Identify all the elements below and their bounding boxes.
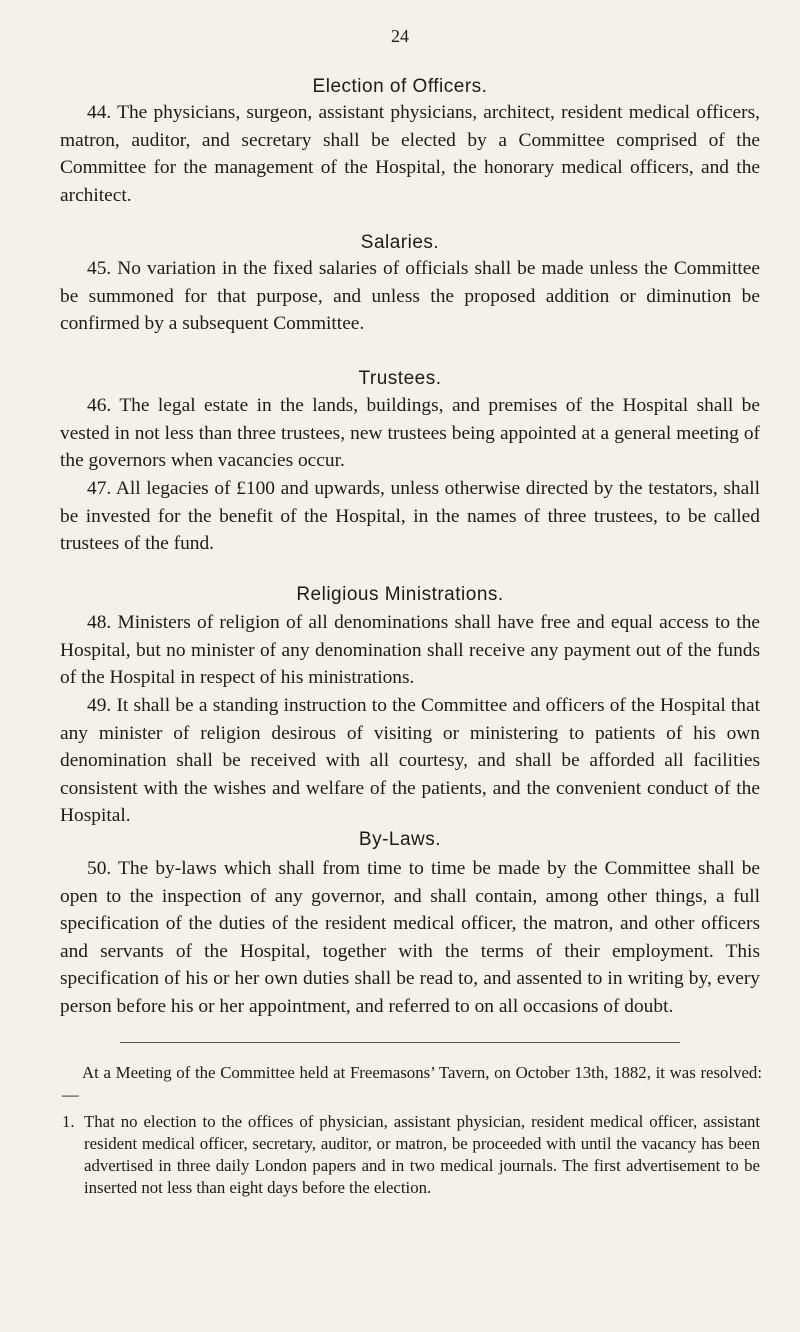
heading-salaries: Salaries. xyxy=(360,232,440,253)
heading-election-of-officers: Election of Officers. xyxy=(312,76,488,97)
paragraph-48: 48. Ministers of religion of all denominations shall have free and equal access to the Hospital, but no minister of any denomination shall receive any payment out of the funds of the Hospital in respect of his ministrations. xyxy=(60,612,760,688)
heading-trustees: Trustees. xyxy=(358,368,442,389)
paragraph-44: 44. The physicians, surgeon, assistant physicians, architect, resident medical officers, matron, auditor, and secretary shall be elected by a Committee comprised of the Committee for the management of the Hospital, the honorary medical officers, and the architect. xyxy=(60,102,760,206)
paragraph-45: 45. No variation in the fixed salaries of officials shall be made unless the Committee be summoned for that purpose, and unless the proposed addition or diminution be confirmed by a subsequent Committee. xyxy=(60,258,760,334)
page-number: 24 xyxy=(391,26,409,46)
heading-by-laws: By-Laws. xyxy=(358,829,442,850)
footnote-item-1 xyxy=(62,1111,760,1199)
footnote-item-number: 1. xyxy=(62,1112,75,1131)
heading-religious-ministrations: Religious Ministrations. xyxy=(296,584,504,605)
paragraph-49: 49. It shall be a standing instruction to the Committee and officers of the Hospital that any minister of religion desirous of visiting or ministering to patients of his own denomination shall be received with all courtesy, and shall be afforded all facilities consistent with the wishes and welfare of the patients, and the convenient conduct of the Hospital. xyxy=(60,695,760,826)
paragraph-47: 47. All legacies of £100 and upwards, unless otherwise directed by the testators, shall be invested for the benefit of the Hospital, in the names of three trustees, to be called trustees of the fund. xyxy=(60,478,760,554)
footnote-item-text: That no election to the offices of physician, assistant physician, resident medical officer, assistant resident medical officer, secretary, auditor, or matron, be proceeded with until the vacancy has been advertised in three daily London papers and in two medical journals. The first advertisement to be inserted not less than eight days before the election. xyxy=(84,1112,760,1197)
footnote-divider xyxy=(120,1042,680,1043)
paragraph-46: 46. The legal estate in the lands, buildings, and premises of the Hospital shall be vested in not less than three trustees, new trustees being appointed at a general meeting of the governors when vacancies occur. xyxy=(60,395,760,471)
paragraph-50: 50. The by-laws which shall from time to time be made by the Committee shall be open to the inspection of any governor, and shall contain, among other things, a full specification of the duties of the resident medical officer, the matron, and other officers and servants of the Hospital, together with the terms of their employment. This specification of his or her own duties shall be read to, and assented to in writing by, every person before his or her appointment, and referred to on all occasions of doubt. xyxy=(60,858,760,1017)
footnote-intro: At a Meeting of the Committee held at Freemasons’ Tavern, on October 13th, 1882, it was resolved:— xyxy=(62,1063,762,1104)
